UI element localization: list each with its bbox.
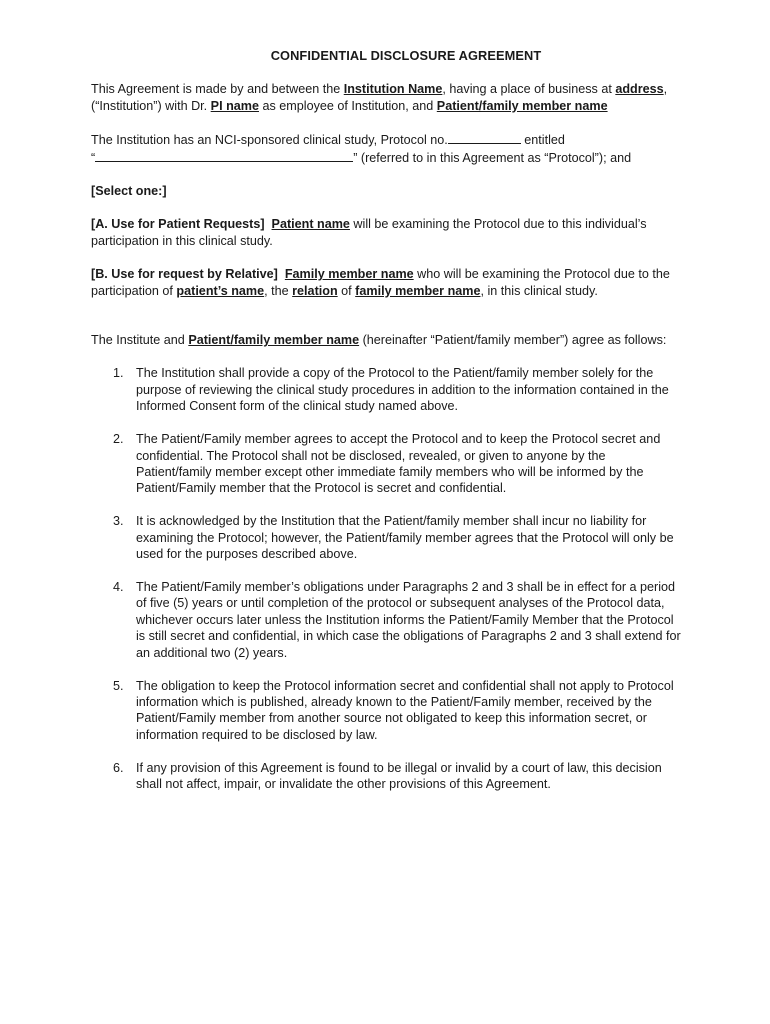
option-a-label: [A. Use for Patient Requests] xyxy=(91,217,265,232)
institution-name-field: Institution Name xyxy=(343,82,443,97)
list-item-number: 2. xyxy=(113,432,124,447)
list-item xyxy=(91,365,681,414)
agree-name-field: Patient/family member name xyxy=(188,333,360,348)
study-text: ” (referred to in this Agreement as “Protocol”); and xyxy=(353,150,632,165)
intro-text: , (“Institution”) with Dr. xyxy=(91,82,668,113)
study-text: “ xyxy=(91,150,96,165)
list-item xyxy=(91,513,681,562)
page-title: CONFIDENTIAL DISCLOSURE AGREEMENT xyxy=(270,48,542,63)
intro-text: , having a place of business at xyxy=(442,82,616,97)
intro-text: as employee of Institution, and xyxy=(258,98,437,113)
option-b-text: , in this clinical study. xyxy=(480,283,598,298)
option-a-text: will be examining the Protocol due to this individual’s participation in this clinical study. xyxy=(91,217,647,248)
patient-name-field: Patient name xyxy=(271,217,350,232)
list-item-number: 3. xyxy=(113,514,124,529)
study-text: entitled xyxy=(520,133,565,148)
agree-paragraph xyxy=(91,332,691,348)
pi-name-field: PI name xyxy=(210,98,259,113)
list-item-number: 5. xyxy=(113,678,124,693)
patients-name-field: patient’s name xyxy=(176,283,265,298)
study-paragraph xyxy=(91,131,691,166)
intro-text: This Agreement is made by and between the xyxy=(91,82,344,97)
agree-text: The Institute and xyxy=(91,333,189,348)
family-member-name-field-2: family member name xyxy=(355,283,481,298)
list-item xyxy=(91,431,681,497)
family-member-name-field: Family member name xyxy=(284,267,414,282)
patient-family-field: Patient/family member name xyxy=(436,98,608,113)
address-field: address xyxy=(615,82,664,97)
terms-list xyxy=(91,365,691,792)
protocol-number-blank xyxy=(448,131,521,144)
list-item-number: 6. xyxy=(113,760,124,775)
list-item-number: 4. xyxy=(113,580,124,595)
list-item xyxy=(91,579,681,661)
list-item-text: The Patient/Family member agrees to accept the Protocol and to keep the Protocol secret and confidential. The Protocol shall not be disclosed, revealed, or given to anyone by the Patient/family member except other immediate family members who will be informed by the Patient/Family member that the Protocol is secret and confidential. xyxy=(136,432,661,496)
spacer xyxy=(91,316,691,332)
relation-field: relation xyxy=(292,283,338,298)
list-item-text: The Patient/Family member’s obligations under Paragraphs 2 and 3 shall be in effect for a period of five (5) years or until completion of the protocol or subsequent analyses of the Protocol data, whichever occurs later unless the Institution informs the Patient/Family Member that the Protocol is still secret and confidential, in which case the obligations of Paragraphs 2 and 3 shall extend for an additional two (2) years. xyxy=(136,580,681,660)
list-item xyxy=(91,678,681,744)
list-item-number: 1. xyxy=(113,366,124,381)
option-b-label: [B. Use for request by Relative] xyxy=(91,267,278,282)
option-b-text: of xyxy=(337,283,356,298)
list-item-text: If any provision of this Agreement is found to be illegal or invalid by a court of law, this decision shall not affect, impair, or invalidate the other provisions of this Agreement. xyxy=(136,760,662,792)
list-item-text: The obligation to keep the Protocol information secret and confidential shall not apply to Protocol information which is published, already known to the Patient/Family member, received by the Patient/Family member from another source not obligated to keep this information secret, or information required to be disclosed by law. xyxy=(136,678,674,742)
option-b-paragraph xyxy=(91,266,691,299)
list-item-text: It is acknowledged by the Institution that the Patient/family member shall incur no liability for examining the Protocol; however, the Patient/family member agrees that the Protocol will only be used for the purposes described above. xyxy=(136,514,674,562)
option-b-text: who will be examining the Protocol due to the participation of xyxy=(91,267,670,298)
list-item-text: The Institution shall provide a copy of the Protocol to the Patient/family member solely for the purpose of reviewing the clinical study procedures in addition to the information contained in the Informed Consent form of the clinical study named above. xyxy=(136,366,669,414)
option-a-paragraph xyxy=(91,216,691,249)
option-b-text: , the xyxy=(264,283,293,298)
agree-text: (hereinafter “Patient/family member”) agree as follows: xyxy=(359,333,667,348)
protocol-title-blank xyxy=(95,149,353,162)
select-one-heading: [Select one:] xyxy=(91,184,167,199)
list-item xyxy=(91,760,681,793)
intro-paragraph xyxy=(91,81,691,114)
document-page xyxy=(91,48,691,809)
study-text: The Institution has an NCI-sponsored clinical study, Protocol no. xyxy=(91,133,448,148)
